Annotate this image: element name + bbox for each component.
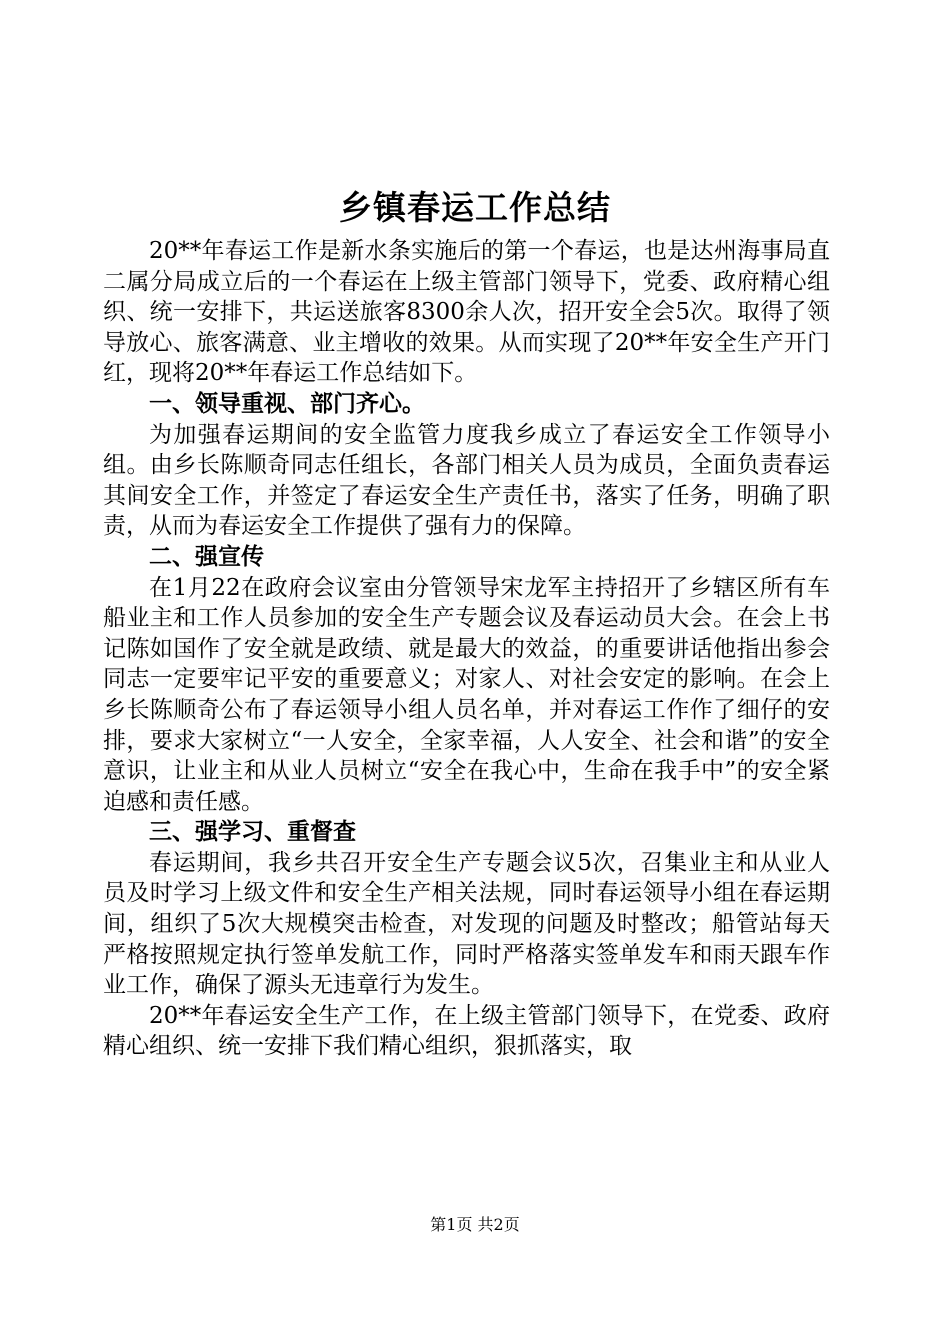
paragraph-intro: 20**年春运工作是新水条实施后的第一个春运，也是达州海事局直二属分局成立后的一个春运在上级主管部门领导下，党委、政府精心组织、统一安排下，共运送旅客8300余人次，招开安全会5次。取得了领导放心、旅客满意、业主增收的效果。从而实现了20**年安全生产开门红，现将20**年春运工作总结如下。 — [103, 238, 830, 387]
section-heading-1: 一、领导重视、部门齐心。 — [149, 389, 425, 417]
section-heading-3: 三、强学习、重督查 — [149, 818, 356, 846]
section-heading-2: 二、强宣传 — [149, 542, 264, 570]
paragraph-conclusion: 20**年春运安全生产工作，在上级主管部门领导下，在党委、政府精心组织、统一安排下我们精心组织，狠抓落实，取 — [103, 1002, 830, 1060]
paragraph-section-1: 为加强春运期间的安全监管力度我乡成立了春运安全工作领导小组。由乡长陈顺奇同志任组长，各部门相关人员为成员，全面负责春运其间安全工作，并签定了春运安全生产责任书，落实了任务，明确了职责，从而为春运安全工作提供了强有力的保障。 — [103, 421, 830, 540]
page-footer: 第1页 共2页 — [430, 1215, 520, 1234]
paragraph-section-2: 在1月22在政府会议室由分管领导宋龙军主持招开了乡辖区所有车船业主和工作人员参加的安全生产专题会议及春运动员大会。在会上书记陈如国作了安全就是政绩、就是最大的效益，的重要讲话他指出参会同志一定要牢记平安的重要意义；对家人、对社会安定的影响。在会上乡长陈顺奇公布了春运领导小组人员名单，并对春运工作作了细仔的安排，要求大家树立“一人安全，全家幸福，人人安全、社会和谐”的安全意识，让业主和从业人员树立“安全在我心中，生命在我手中”的安全紧迫感和责任感。 — [103, 574, 830, 815]
paragraph-section-3: 春运期间，我乡共召开安全生产专题会议5次，召集业主和从业人员及时学习上级文件和安全生产相关法规，同时春运领导小组在春运期间，组织了5次大规模突击检查，对发现的问题及时整改；船管站每天严格按照规定执行签单发航工作，同时严格落实签单发车和雨天跟车作业工作，确保了源头无违章行为发生。 — [103, 849, 830, 999]
document-title: 乡镇春运工作总结 — [339, 188, 611, 227]
document-body — [103, 236, 830, 1062]
